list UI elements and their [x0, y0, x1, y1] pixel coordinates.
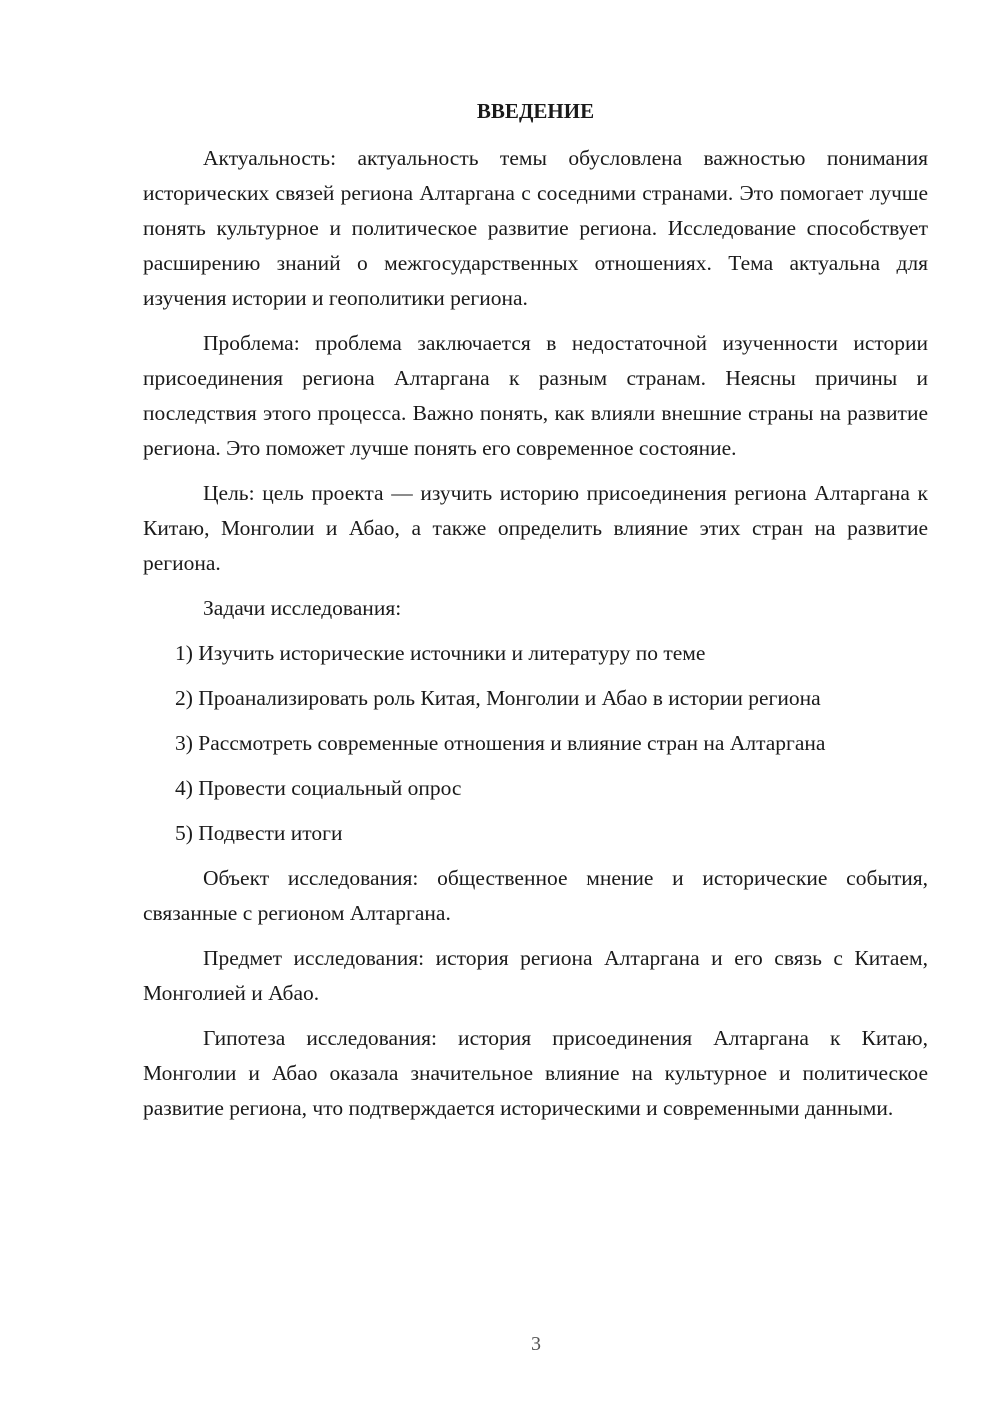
list-item: 3) Рассмотреть современные отношения и влияние стран на Алтаргана — [175, 731, 826, 755]
hypothesis-paragraph: Гипотеза исследования: история присоединения Алтаргана к Китаю, Монголии и Абао оказала значительное влияние на культурное и политическое развитие региона, что подтверждается историческими и современными данными. — [143, 1026, 928, 1120]
tasks-heading: Задачи исследования: — [203, 596, 402, 620]
relevance-paragraph: Актуальность: актуальность темы обусловлена важностью понимания исторических связей региона Алтаргана с соседними странами. Это помогает лучше понять культурное и политическое развитие региона. Исследование способствует расширению знаний о межгосударственных отношениях. Тема актуальна для изучения истории и геополитики региона. — [143, 146, 928, 310]
list-item: 5) Подвести итоги — [175, 821, 343, 845]
list-item: 1) Изучить исторические источники и литературу по теме — [175, 641, 706, 665]
page-number: 3 — [531, 1333, 541, 1355]
page-content — [143, 94, 928, 1136]
tasks-list — [143, 636, 928, 851]
goal-paragraph: Цель: цель проекта — изучить историю присоединения региона Алтаргана к Китаю, Монголии и Абао, а также определить влияние этих стран на развитие региона. — [143, 481, 928, 575]
list-item: 4) Провести социальный опрос — [175, 776, 462, 800]
problem-paragraph: Проблема: проблема заключается в недостаточной изученности истории присоединения региона Алтаргана к разным странам. Неясны причины и последствия этого процесса. Важно понять, как влияли внешние страны на развитие региона. Это поможет лучше понять его современное состояние. — [143, 331, 928, 460]
subject-paragraph: Предмет исследования: история региона Алтаргана и его связь с Китаем, Монголией и Абао. — [143, 946, 928, 1005]
section-title: ВВЕДЕНИЕ — [476, 99, 595, 123]
object-paragraph: Объект исследования: общественное мнение и исторические события, связанные с регионом Алтаргана. — [143, 866, 928, 925]
list-item: 2) Проанализировать роль Китая, Монголии и Абао в истории региона — [175, 686, 821, 710]
